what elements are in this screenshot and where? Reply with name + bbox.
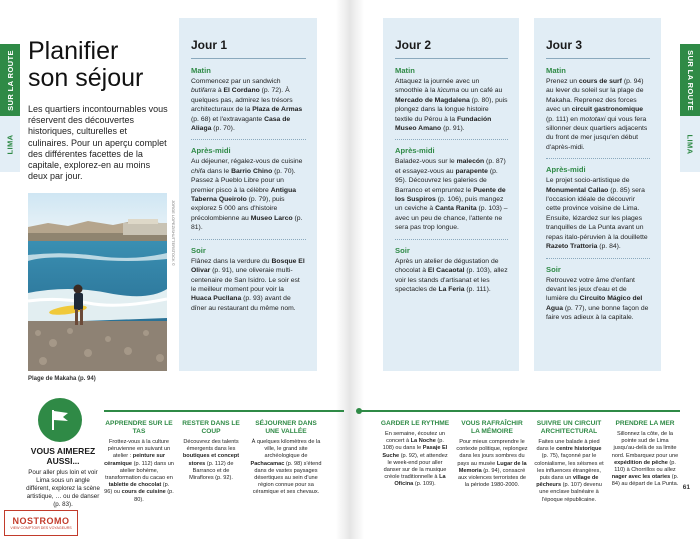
text-run: À quelques kilomètres de la ville, le grand site archéologique de <box>251 439 321 460</box>
place-name: La Oficina <box>394 474 446 488</box>
vous-aimerez-heading: VOUS AIMEREZ AUSSI... <box>30 446 96 466</box>
side-tab-section: SUR LA ROUTE <box>685 49 695 111</box>
place-name: Razeto Trattoria <box>546 243 598 251</box>
text-run: (p. 95). Découvrez les galeries de Barranco et empruntez le <box>395 167 498 194</box>
text-run: (p. 98) s'étend dans de vastes paysages désertiques au sein d'une région connue pour sa céramique et ses chevaux. <box>252 460 322 496</box>
time-of-day-heading: Soir <box>546 264 561 274</box>
text-run: (p. 75), façonné par le colonialisme, les séismes et les influences étrangères, puis dans un <box>534 453 604 482</box>
timeline-left <box>104 410 344 412</box>
text-run: … ou de danser <box>55 493 100 500</box>
text-run: Pour mieux comprendre le contexte politique, replongez dans les jours sombres du pays au musée <box>456 439 528 467</box>
side-tab-city: LIMA <box>685 134 695 154</box>
place-name: Circuito Mágico del Agua <box>546 295 643 312</box>
text-run: (p. 85) sera l'occasion idéale de découvrir cette province voisine de Lima. Ensuite, lézardez sur les plages tranquilles de La Punta avant un repas italo-péruvien à la douillette <box>546 186 648 241</box>
text-run: (p. 87) et essayez-vous au <box>395 158 506 175</box>
text-run: Attaquez la journée avec un smoothie à la <box>395 78 480 95</box>
text-run: Frottez-vous à la culture péruvienne en suivant un atelier : <box>107 439 171 460</box>
place-name: Casa de Aliaga <box>191 115 291 133</box>
place-name: Mercado de Magdalena <box>395 96 470 104</box>
place-name: El Cacaotal <box>427 267 465 275</box>
place-name: Bosque El Olivar <box>191 257 305 275</box>
interest-col: SUIVRE UN CIRCUIT ARCHITECTURAL Faites une balade à pied dans le centre historique (p. 75), façonné par le colonialisme, les séismes et les influences étrangères, puis dans un village de pêcheurs (p. 107) devenu une enclave balnéaire à l'époque républicaine. <box>534 420 604 503</box>
text-run: (p. 93) avant de dîner au restaurant du même nom. <box>191 295 296 312</box>
interest-col: GARDER LE RYTHME En semaine, écoutez un concert à La Noche (p. 108) ou dans le Pasaje El Suche (p. 92), et attendez le week-end pour aller danser sur de la musique créole traditionnelle à La Oficina (p. 109). <box>380 420 450 488</box>
day-title: Jour 1 <box>191 38 306 59</box>
text-run: (p. 112) de Barranco et de Miraflores (p. 92). <box>189 460 234 482</box>
text-run: (p. 80), puis plongez dans la longue histoire textile du Pérou à la <box>395 96 508 123</box>
day-box-1 <box>179 18 317 371</box>
place-name: malecón <box>456 158 485 166</box>
text-run: mototaxi <box>579 115 606 123</box>
time-of-day-heading: Soir <box>395 245 410 255</box>
side-tab-section: SUR LA ROUTE <box>5 49 15 111</box>
text-run: qui vous fera sillonner deux quartiers adjacents du front de mer jusqu'en début d'après-midi. <box>546 115 648 151</box>
text-run: (p. 94), consacré aux violences terroristes de la période 1980-2000. <box>457 467 527 489</box>
text-run: dans le <box>205 167 232 175</box>
text-run: (p. 111) en <box>546 115 580 123</box>
day-box-3 <box>534 18 661 371</box>
text-run: (p. 110) à Chorrillos ou allez <box>614 459 676 474</box>
place-name: circuit gastronomique <box>571 106 644 114</box>
side-tab-city: LIMA <box>5 134 15 154</box>
place-name: village de pêcheurs <box>536 475 599 489</box>
text-run: Flânez dans la verdure du <box>191 257 272 265</box>
place-name: expédition de pêche <box>614 459 668 466</box>
place-name: Plaza de Armas <box>252 106 303 114</box>
text-run: Au déjeuner, régalez-vous de cuisine <box>191 158 303 166</box>
text-run: (p. 70). Passez à Pueblo Libre pour un premier pisco à la célèbre <box>191 167 296 194</box>
text-run: (p. 79), puis explorez 5 000 ans d'histoire précolombienne au <box>191 196 285 222</box>
place-name: Pachacamac <box>250 460 285 467</box>
place-name: Fundación Museo Amano <box>395 115 492 133</box>
text-run: Sillonnez la côte, de la pointe sud de Lima jusqu'au-delà de sa limite nord. Embarquez pour une <box>611 431 679 459</box>
interest-col: PRENDRE LA MER Sillonnez la côte, de la pointe sud de Lima jusqu'au-delà de sa limite nord. Embarquez pour une expédition de pêche (p. 110) à Chorrillos ou allez nager avec les otaries (p. 84) au départ de La Punta. <box>611 420 679 488</box>
text-run: à <box>215 87 224 95</box>
time-of-day-heading: Après-midi <box>395 146 435 156</box>
timeline-right <box>358 410 680 412</box>
place-name: El Cordano <box>223 87 260 95</box>
text-run: (p. 91), une oliveraie multi-centenaire de San Isidro. Le soir est le meilleur moment pour voir la <box>191 267 300 293</box>
day-title: Jour 3 <box>546 38 650 59</box>
interest-col: RESTER DANS LE COUP Découvrez des talents émergents dans les boutiques et concept stores (p. 112) de Barranco et de Miraflores (p. 92). <box>182 420 240 482</box>
text-run: Découvrez des talents émergents dans les <box>183 439 239 453</box>
time-of-day-heading: Soir <box>191 245 206 255</box>
text-run: (p. 103) – avec un peu de chance, l'attente ne sera pas trop longue. <box>395 205 508 232</box>
page-title: Planifier son séjour <box>28 37 144 92</box>
interest-col: SÉJOURNER DANS UNE VALLÉE À quelques kilomètres de la ville, le grand site archéologique de Pachacamac (p. 98) s'étend dans de vastes paysages désertiques au sein d'une région connue pour sa céramique et ses chevaux. <box>250 420 322 496</box>
itinerary-text <box>395 157 508 239</box>
text-run: Prenez un <box>546 78 579 85</box>
itinerary-text <box>191 157 306 239</box>
itinerary-text <box>546 176 650 258</box>
place-name: Lugar de la Memoria <box>458 460 527 474</box>
flag-icon <box>38 398 82 442</box>
text-run: (p. 77), une bonne façon de faire vos adieux à la capitale. <box>546 304 649 322</box>
itinerary-text <box>395 257 508 301</box>
day-title: Jour 2 <box>395 38 508 59</box>
text-run: (p. 112) dans un atelier bohème, transformation du cacao en <box>105 460 174 482</box>
text-run: Commencez par un sandwich <box>191 78 281 85</box>
text-run: (p. 94) au lever du soleil sur la plage de Makaha. Reprenez des forces avec un <box>546 78 644 114</box>
day-box-2 <box>383 18 519 371</box>
text-run: (p. 83). <box>53 501 73 508</box>
text-run: (p. 80). <box>134 489 174 503</box>
place-name: parapente <box>455 167 488 175</box>
text-run: (p. 84). <box>597 243 621 251</box>
section-side-tab <box>680 44 700 172</box>
page-number: 61 <box>682 484 690 491</box>
interest-col: APPRENDRE SUR LE TAS Frottez-vous à la culture péruvienne en suivant un atelier : peinture sur céramique (p. 112) dans un atelier bohème, transformation du cacao en tablette de chocolat (p. 96) ou cours de cuisine (p. 80). <box>104 420 174 503</box>
place-name: Pasaje El Suche <box>382 445 448 459</box>
vous-aimerez-text <box>24 469 102 509</box>
itinerary-text <box>546 77 650 159</box>
place-name: tablette de chocolat <box>108 482 162 489</box>
place-name: Barrio Chino <box>231 167 273 175</box>
text-run: (p. 106), puis mangez un ceviche à <box>395 196 504 213</box>
place-name: peinture sur céramique <box>104 453 166 467</box>
beach-photo <box>28 193 167 371</box>
text-run: (p. 81). <box>191 214 303 232</box>
time-of-day-heading: Matin <box>191 66 211 75</box>
vous-aimerez-aussi <box>24 446 102 509</box>
intro-text: Les quartiers incontournables vous réservent des découvertes historiques, culturelles et culinaires. Pour un aperçu complet des différentes facettes de la capitale, explorez-en au moins deux par jour. <box>28 104 168 182</box>
text-run: (p. 103), allez voir les stands d'artisanat et les spectacles de <box>395 267 508 293</box>
text-run: (p. 92), et attendez le week-end pour aller danser sur de la musique créole traditionnelle à <box>383 452 448 481</box>
place-name: cours de surf <box>578 78 622 85</box>
text-run: (p. 84) au départ de La Punta. <box>611 474 679 488</box>
itinerary-text <box>191 257 306 319</box>
text-run: (p. 107) devenu une enclave balnéaire à l'époque républicaine. <box>539 482 602 503</box>
text-run: (p. 68) et l'extravagante <box>191 115 265 123</box>
text-run: (p. 111). <box>464 285 491 293</box>
itinerary-text <box>191 77 306 140</box>
text-run: Faites une balade à pied dans le <box>536 439 600 453</box>
text-run: (p. 96) ou <box>104 482 170 496</box>
text-run: lúcuma <box>437 87 460 95</box>
section-side-tab <box>0 44 20 172</box>
text-run: Le projet socio-artistique de <box>546 177 630 185</box>
itinerary-text <box>395 77 508 140</box>
itinerary-text <box>546 276 650 329</box>
right-page <box>350 0 700 539</box>
place-name: La Noche <box>410 438 436 445</box>
place-name: Huaca Pucllana <box>191 295 242 303</box>
place-name: Monumental Callao <box>546 186 609 194</box>
place-name: La Feria <box>438 285 465 293</box>
place-name: Canta Ranita <box>435 205 477 213</box>
text-run: Pour aller plus loin et voir Lima sous un angle différent, explorez la scène artistique, <box>26 469 100 500</box>
text-run: ou un café au <box>459 87 503 95</box>
text-run: (p. 109). <box>413 481 436 488</box>
text-run: Baladez-vous sur le <box>395 158 457 166</box>
place-name: cours de cuisine <box>121 489 166 496</box>
text-run: (p. 91). <box>441 125 465 133</box>
text-run: (p. 72). À quelques pas, admirez les trésors architecturaux de la <box>191 87 293 114</box>
time-of-day-heading: Après-midi <box>546 165 586 175</box>
place-name: Puente de los Suspiros <box>395 186 506 204</box>
nostromo-logo: NOSTROMO VIEW COMPTOIR DES VOYAGEURS <box>4 510 78 536</box>
photo-credit: JORGE LOPEZ/SHUTTERSTOCK © <box>171 200 176 266</box>
interest-col: VOUS RAFRAÎCHIR LA MÉMOIRE Pour mieux comprendre le contexte politique, replongez dans les jours sombres du pays au musée Lugar de la Memoria (p. 94), consacré aux violences terroristes de la période 1980-2000. <box>456 420 528 489</box>
place-name: nager avec les otaries <box>611 474 671 481</box>
time-of-day-heading: Matin <box>395 66 415 75</box>
text-run: Retrouvez votre âme d'enfant devant les jeux d'eau et de lumière du <box>546 276 635 303</box>
time-of-day-heading: Matin <box>546 66 566 75</box>
place-name: boutiques et concept stores <box>182 453 240 467</box>
text-run: chifa <box>191 167 206 175</box>
text-run: (p. 108) ou dans le <box>382 438 444 452</box>
place-name: Antigua Taberna Queirolo <box>191 186 297 204</box>
text-run: butifarra <box>191 87 216 95</box>
place-name: Museo Larco <box>250 214 293 222</box>
text-run: Après un atelier de dégustation de chocolat à <box>395 257 499 275</box>
time-of-day-heading: Après-midi <box>191 146 231 156</box>
text-run: En semaine, écoutez un concert à <box>384 431 445 445</box>
place-name: centre historique <box>556 446 602 453</box>
photo-caption: Plage de Makaha (p. 94) <box>28 376 96 382</box>
text-run: (p. 70). <box>211 125 235 133</box>
